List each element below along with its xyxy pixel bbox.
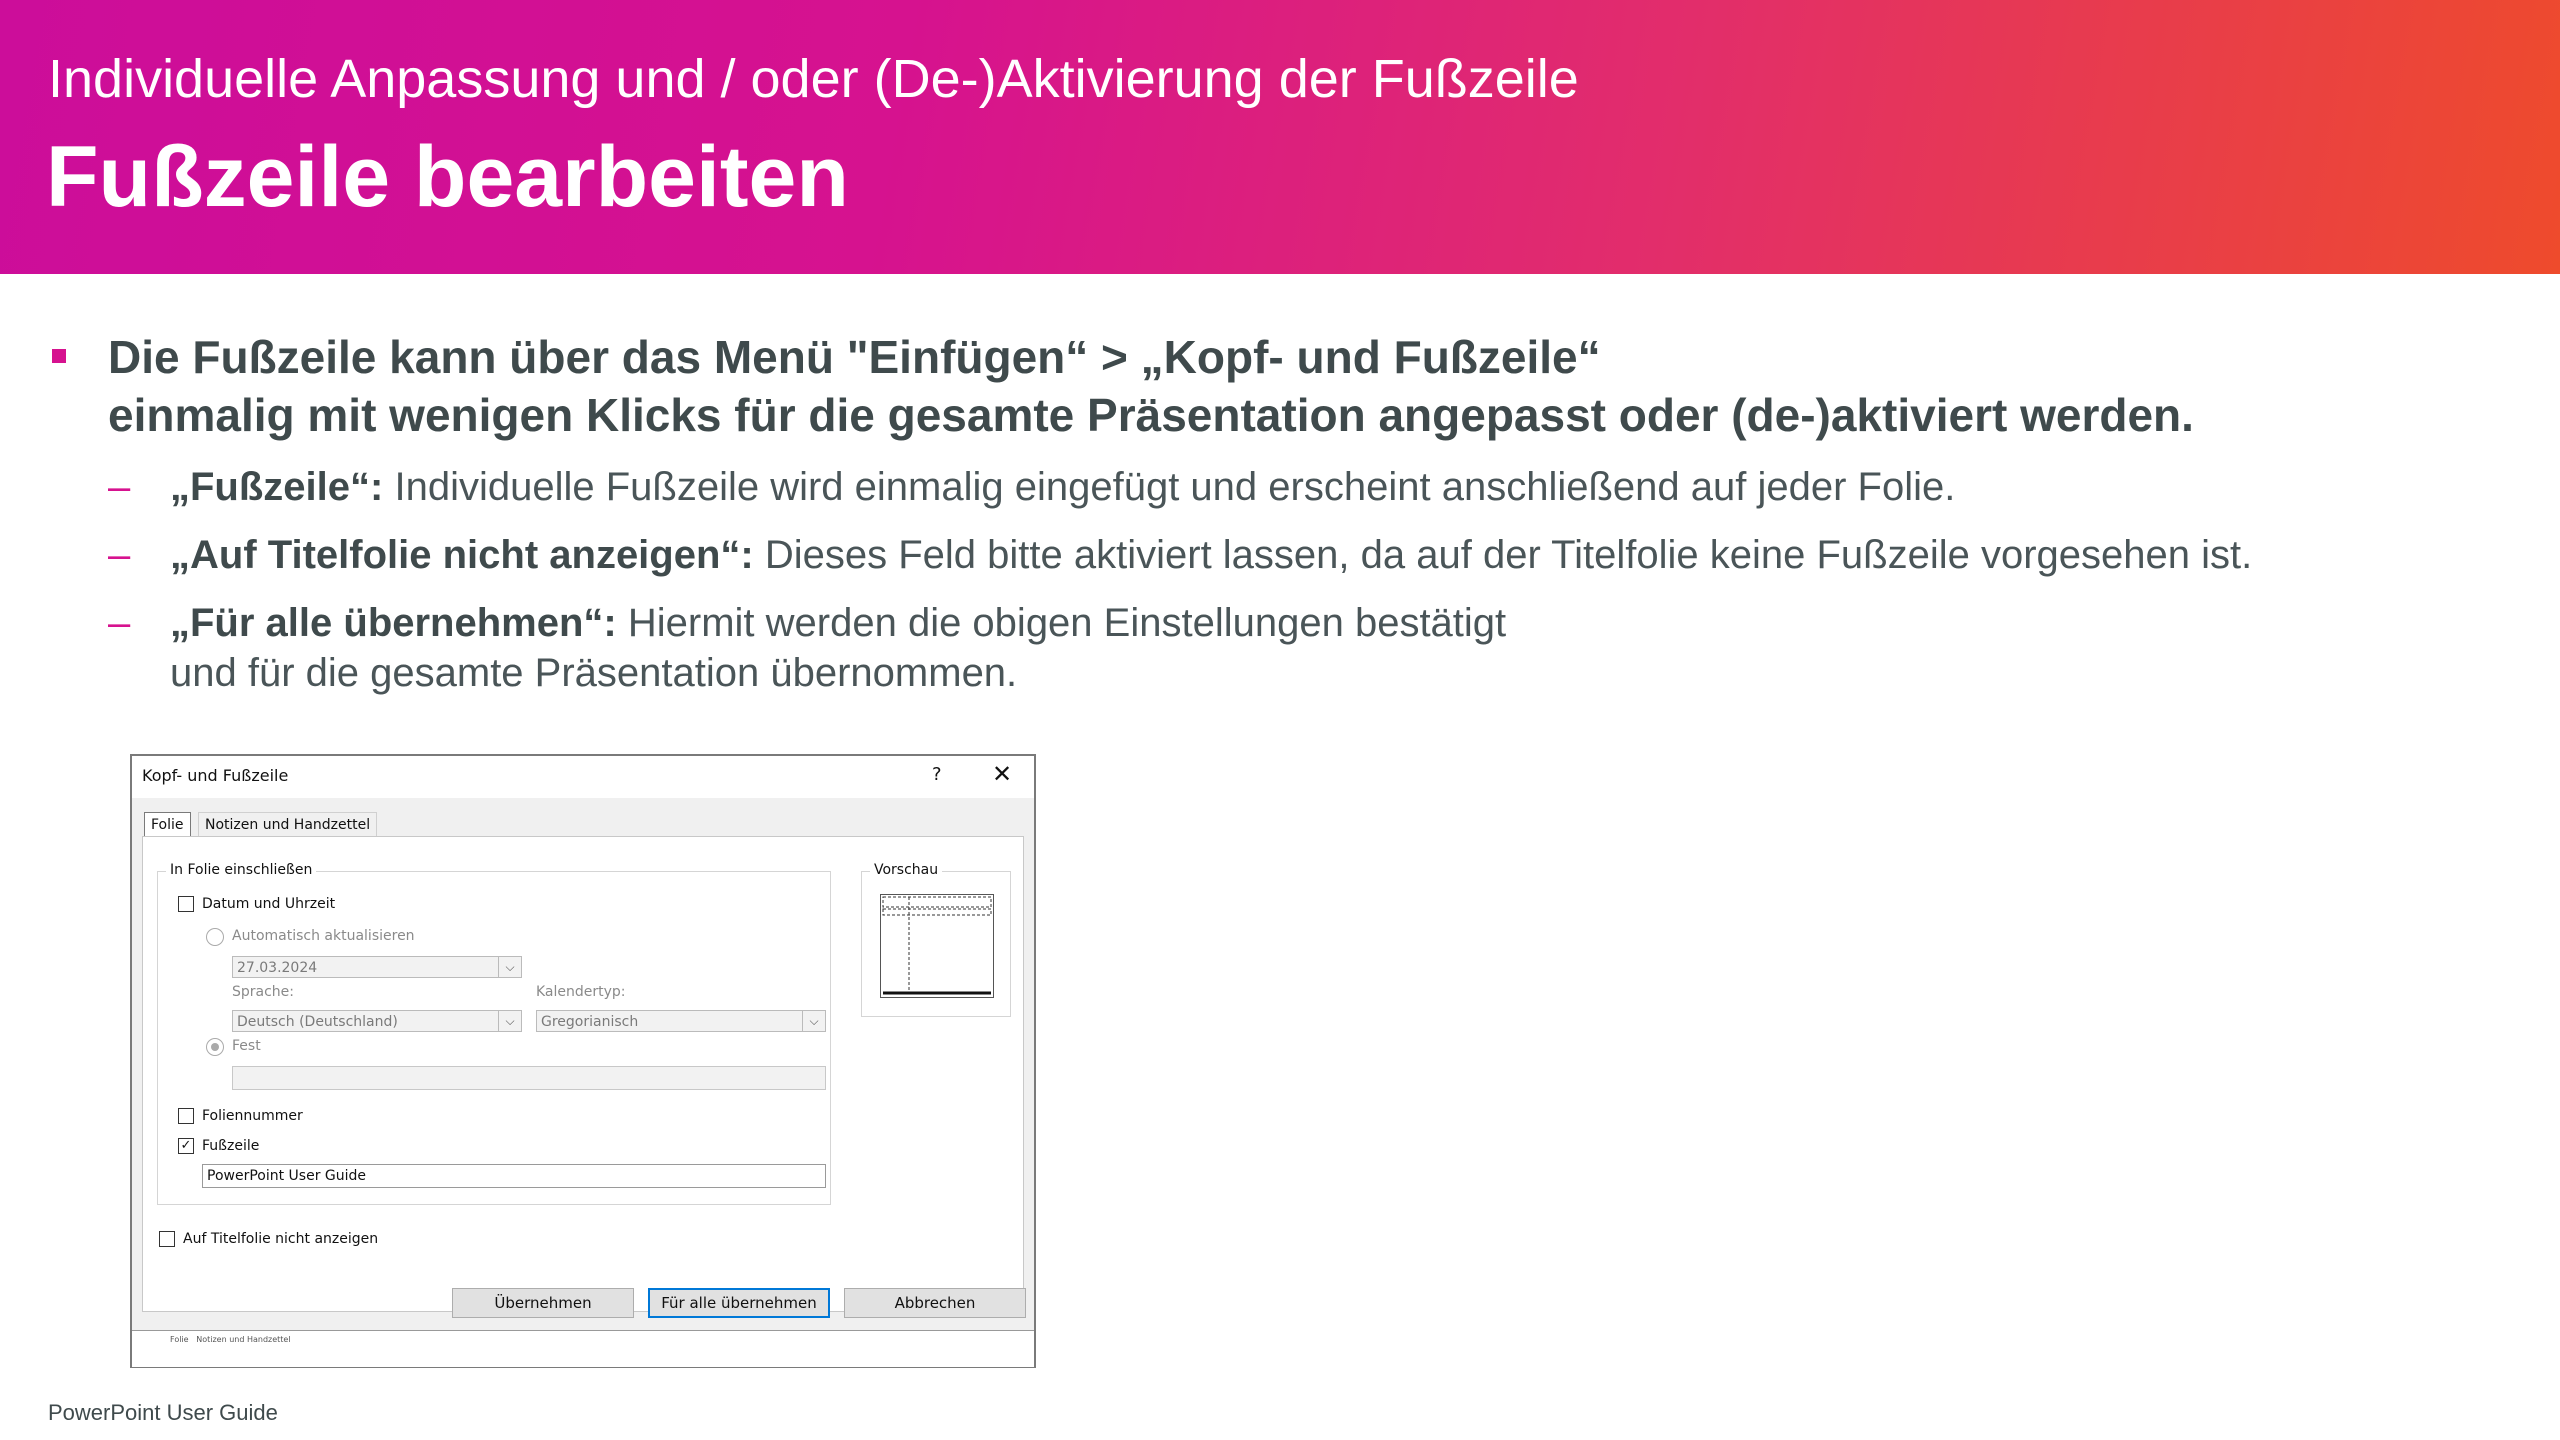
slide-number-checkbox[interactable]	[178, 1108, 194, 1124]
chevron-down-icon: ⌵	[498, 1011, 521, 1031]
chevron-down-icon: ⌵	[802, 1011, 825, 1031]
main-bullet-line2: einmalig mit wenigen Klicks für die gesamte Präsentation angepasst oder (de-)aktiviert werden.	[108, 389, 2194, 441]
hide-on-title-label: Auf Titelfolie nicht anzeigen	[183, 1231, 379, 1247]
language-select[interactable]	[232, 1010, 522, 1032]
sub-bullet-text: Hiermit werden die obigen Einstellungen bestätigt	[616, 601, 1507, 645]
bullet-square-icon	[52, 349, 66, 363]
chevron-down-icon: ⌵	[498, 957, 521, 977]
include-group-label: In Folie einschließen	[166, 862, 316, 878]
sub-bullet-bold: „Fußzeile“:	[170, 465, 384, 509]
date-format-select[interactable]	[232, 956, 522, 978]
footer-text-input[interactable]: PowerPoint User Guide	[202, 1164, 826, 1188]
dialog-title: Kopf- und Fußzeile	[142, 766, 289, 785]
apply-button[interactable]: Übernehmen	[452, 1288, 634, 1318]
date-time-label: Datum und Uhrzeit	[202, 896, 336, 912]
fixed-date-input[interactable]	[232, 1066, 826, 1090]
preview-label: Vorschau	[870, 862, 942, 878]
dash-icon: –	[108, 601, 131, 645]
sub-bullet-text: Individuelle Fußzeile wird einmalig eingefügt und erscheint anschließend auf jeder Folie.	[383, 465, 1956, 509]
dash-icon: –	[108, 533, 131, 577]
date-format-value: 27.03.2024	[237, 960, 318, 976]
header-band	[0, 0, 2560, 274]
calendar-label: Kalendertyp:	[536, 984, 626, 1000]
slide-footer: PowerPoint User Guide	[48, 1400, 278, 1425]
dialog-titlebar	[132, 756, 1034, 798]
tab-notizen-handzettel[interactable]: Notizen und Handzettel	[198, 812, 377, 837]
language-value: Deutsch (Deutschland)	[237, 1014, 398, 1030]
close-icon[interactable]: ✕	[992, 760, 1013, 788]
slide-title: Fußzeile bearbeiten	[46, 129, 849, 225]
slide-supertitle: Individuelle Anpassung und / oder (De-)Aktivierung der Fußzeile	[48, 49, 1579, 109]
sub-bullet-bold: „Auf Titelfolie nicht anzeigen“:	[170, 533, 754, 577]
calendar-value: Gregorianisch	[541, 1014, 639, 1030]
footer-label: Fußzeile	[202, 1138, 260, 1154]
strip-tab-folie: Folie Notizen und Handzettel	[170, 1335, 291, 1344]
header-footer-dialog	[130, 754, 1036, 1368]
apply-all-button[interactable]: Für alle übernehmen	[648, 1288, 830, 1318]
hide-on-title-checkbox[interactable]	[159, 1231, 175, 1247]
help-icon[interactable]: ?	[932, 764, 942, 785]
dash-icon: –	[108, 465, 131, 509]
sub-bullet-bold: „Für alle übernehmen“:	[170, 601, 617, 645]
cancel-button[interactable]: Abbrechen	[844, 1288, 1026, 1318]
fixed-radio[interactable]	[206, 1038, 224, 1056]
auto-update-radio[interactable]	[206, 928, 224, 946]
tab-pane	[142, 836, 1024, 1312]
tab-folie[interactable]: Folie	[144, 812, 191, 837]
main-bullet-line1: Die Fußzeile kann über das Menü "Einfügen“ > „Kopf- und Fußzeile“	[108, 331, 1601, 383]
include-group	[157, 862, 831, 1205]
sub-bullet-text-line2: und für die gesamte Präsentation übernommen.	[170, 651, 1018, 695]
date-time-checkbox[interactable]	[178, 896, 194, 912]
preview-layout-graphic	[881, 895, 993, 997]
fixed-label: Fest	[232, 1038, 261, 1054]
auto-update-label: Automatisch aktualisieren	[232, 928, 415, 944]
language-label: Sprache:	[232, 984, 295, 1000]
preview-group	[861, 862, 1011, 1017]
footer-checkbox[interactable]: ✓	[178, 1138, 194, 1154]
sub-bullet-text: Dieses Feld bitte aktiviert lassen, da auf der Titelfolie keine Fußzeile vorgesehen ist.	[753, 533, 2253, 577]
slide-number-label: Foliennummer	[202, 1108, 303, 1124]
slide-preview-thumbnail	[880, 894, 994, 998]
main-bullet-text	[108, 328, 2194, 444]
calendar-select[interactable]	[536, 1010, 826, 1032]
background-window-strip	[132, 1330, 1034, 1367]
